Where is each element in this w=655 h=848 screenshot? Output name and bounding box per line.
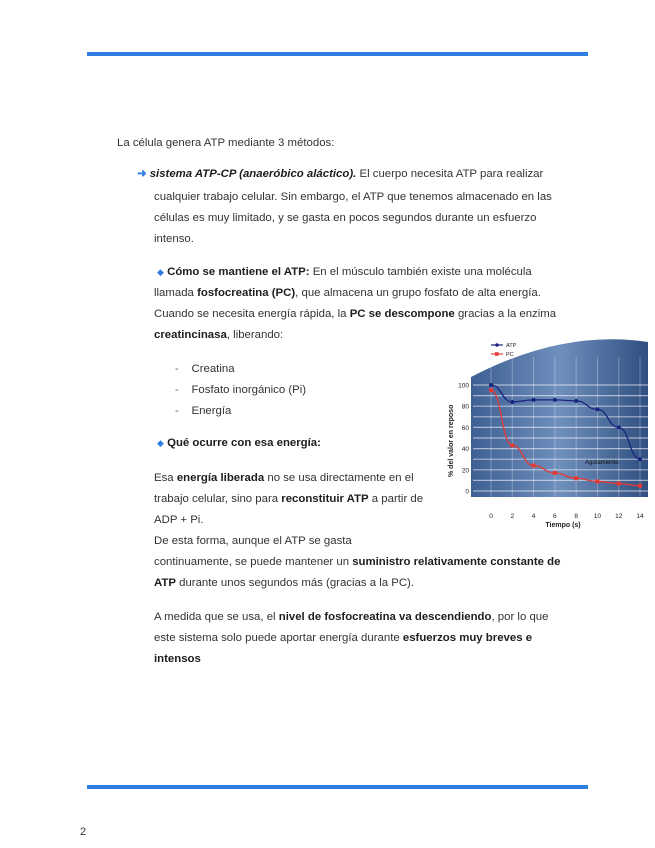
x-tick-label: 6 [553,513,557,520]
data-point-atp [532,398,536,402]
header-rule [87,52,588,56]
y-tick-label: 40 [461,446,469,454]
data-point-pc [638,484,642,488]
chart-annotation: Agotamiento [585,460,619,466]
y-tick-label: 20 [461,467,469,475]
data-point-pc [553,471,557,475]
data-point-atp [553,398,557,402]
y-tick-label: 80 [461,403,469,411]
data-point-atp [617,425,621,429]
data-point-pc [595,479,599,483]
data-point-pc [532,464,536,468]
data-point-atp [489,383,493,387]
x-tick-label: 4 [531,513,536,520]
footer-rule [87,785,588,789]
section-title: sistema ATP-CP (anaeróbico aláctico). [149,168,357,180]
data-point-atp [574,399,578,403]
x-tick-label: 2 [510,513,515,520]
data-point-atp [638,457,642,461]
legend-label: ATP [506,343,517,349]
list-item: - Energía [175,405,232,417]
diamond-bullet-icon: ◆ [157,438,164,448]
data-point-pc [489,388,493,392]
x-tick-label: 14 [636,513,644,520]
list-item: - Creatina [175,363,235,375]
chart-legend [491,343,517,358]
y-tick-label: 0 [465,488,469,496]
arrow-bullet-icon: ➜ [137,168,147,180]
y-axis-label: % del valor en reposo [448,404,455,477]
y-tick-label: 100 [458,382,469,390]
x-tick-label: 0 [489,513,493,520]
subsection-energy [157,438,321,449]
y-tick-label: 60 [461,424,469,432]
subsection-heading: Cómo se mantiene el ATP: [167,266,310,278]
x-tick-label: 12 [615,513,623,520]
data-point-pc [574,476,578,480]
data-point-pc [617,482,621,486]
intro-text: La célula genera ATP mediante 3 métodos: [117,137,335,149]
page-number: 2 [80,826,87,838]
legend-marker [495,343,499,347]
diamond-bullet-icon: ◆ [157,267,164,277]
data-point-atp [595,407,599,411]
atp-pc-chart [443,337,648,532]
data-point-pc [510,443,514,447]
legend-marker [495,352,499,356]
subsection-heading: Qué ocurre con esa energía: [167,437,321,449]
list-item: - Fosfato inorgánico (Pi) [175,384,307,396]
legend-label: PC [506,352,514,358]
x-tick-label: 8 [574,513,578,520]
x-axis-label: Tiempo (s) [545,522,581,529]
data-point-atp [510,400,514,404]
x-tick-label: 10 [593,513,602,520]
